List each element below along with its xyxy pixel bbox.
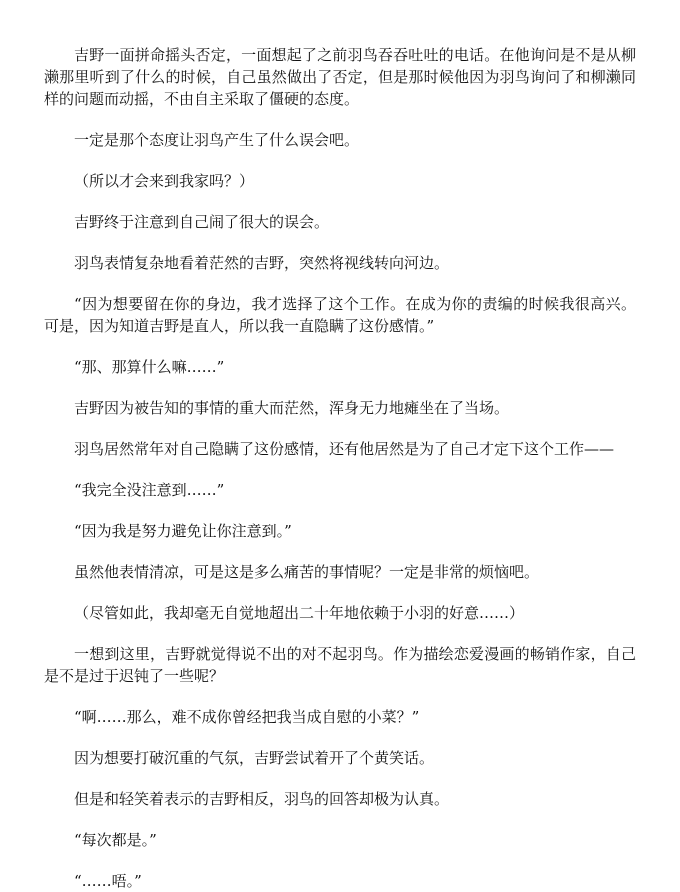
paragraph: “……唔。” (74, 872, 142, 890)
paragraph: “因为想要留在你的身边，我才选择了这个工作。在成为你的责编的时候我很高兴。可是，因为知道吉野是直人，所以我一直隐瞒了这份感情。” (44, 295, 636, 335)
paragraph: 一定是那个态度让羽鸟产生了什么误会吧。 (74, 131, 360, 149)
paragraph: “每次都是。” (74, 831, 157, 849)
paragraph: 虽然他表情清凉，可是这是多么痛苦的事情呢？一定是非常的烦恼吧。 (74, 563, 540, 581)
paragraph: 一想到这里，吉野就觉得说不出的对不起羽鸟。作为描绘恋爱漫画的畅销作家，自己是不是过于迟钝了一些呢？ (44, 645, 636, 685)
paragraph: 羽鸟表情复杂地看着茫然的吉野，突然将视线转向河边。 (74, 254, 450, 272)
paragraph: 羽鸟居然常年对自己隐瞒了这份感情，还有他居然是为了自己才定下这个工作—— (74, 440, 615, 458)
paragraph: 吉野终于注意到自己闹了很大的误会。 (74, 213, 330, 231)
paragraph: （所以才会来到我家吗？） (74, 172, 255, 190)
paragraph: （尽管如此，我却毫无自觉地超出二十年地依赖于小羽的好意……） (74, 604, 525, 622)
paragraph: 吉野一面拼命摇头否定，一面想起了之前羽鸟吞吞吐吐的电话。在他询问是不是从柳濑那里听到了什么的时候，自己虽然做出了否定，但是那时候他因为羽鸟询问了和柳濑同样的问题而动摇，不由自主采取了僵硬的态度。 (44, 46, 636, 108)
paragraph: “那、那算什么嘛……” (74, 358, 225, 376)
paragraph: “啊……那么，难不成你曾经把我当成自慰的小菜？” (74, 708, 420, 726)
paragraph: 因为想要打破沉重的气氛，吉野尝试着开了个黄笑话。 (74, 749, 435, 767)
paragraph: “因为我是努力避免让你注意到。” (74, 522, 292, 540)
paragraph: “我完全没注意到……” (74, 481, 225, 499)
paragraph: 但是和轻笑着表示的吉野相反，羽鸟的回答却极为认真。 (74, 790, 450, 808)
paragraph: 吉野因为被告知的事情的重大而茫然，浑身无力地瘫坐在了当场。 (74, 399, 510, 417)
